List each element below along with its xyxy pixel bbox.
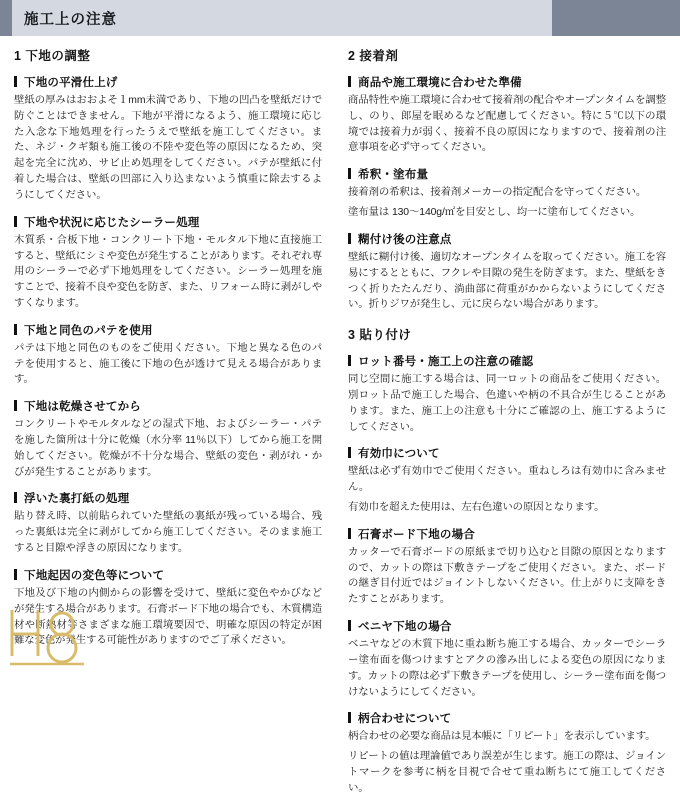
paragraph: 商品特性や施工環境に合わせて接着剤の配合やオープンタイムを調整し、のり、郎屋を眠めるなど配慮してください。特に５℃以下の環境では接着力が弱く、接着不良の原因になりますので、接着剤の注意事項を必ず守ってください。 — [348, 95, 666, 154]
subsection-heading: 下地や状況に応じたシーラー処理 — [14, 214, 322, 230]
subsection-heading: 柄合わせについて — [348, 710, 666, 726]
paragraph: リピートの値は理論値であり誤差が生じます。施工の際は、ジョイントマークを参考に柄を目視で合せて重ね断ちにて施工してください。 — [348, 751, 666, 794]
paragraph: 木質系・合板下地・コンクリート下地・モルタル下地に直接施工すると、壁紙にシミや変色が発生することがあります。それぞれ専用のシーラーで必ず下地処理をしてください。シーラー処理を施すことで、接着不良や変色を防ぎ、また、リフォーム時に剥がしやすくなります。 — [14, 234, 322, 309]
header-left-accent — [0, 0, 12, 36]
header-title-block — [12, 0, 552, 36]
section-heading-2: 2 接着剤 — [348, 49, 399, 63]
paragraph: 柄合わせの必要な商品は見本帳に「リピート」を表示しています。 — [348, 731, 656, 743]
paragraph: パテは下地と同色のものをご使用ください。下地と異なる色のパテを使用すると、施工後に下地の色が透けて見える場合があります。 — [14, 342, 322, 386]
paragraph: 同じ空間に施工する場合は、同一ロットの商品をご使用ください。別ロット品で施工した場合、色違いや柄の不具合が生じることがあります。また、施工上の注意も十分にご確認の上、施工するようにしてください。 — [348, 374, 666, 433]
subsection-heading: 糊付け後の注意点 — [348, 231, 666, 247]
paragraph: 下地及び下地の内側からの影響を受けて、壁紙に変色やかびなどが発生する場合があります。石膏ボード下地の場合でも、木質構造材や断熱材等さまざまな施工環境要因で、明確な原因の特定が困難な変色が発生する可能性がありますのでご了承ください。 — [14, 587, 322, 647]
paragraph: カッターで石膏ボードの原紙まで切り込むと目隙の原因となりますので、カットの際は下敷きテープをご使用ください。また、ボードの継ぎ目付近ではジョイントしないください。仕上がりに支障をきたすことがあります。 — [348, 546, 666, 606]
paragraph: 有効巾を超えた使用は、左右色違いの原因となります。 — [348, 502, 605, 513]
left-column — [0, 44, 340, 801]
paragraph: コンクリートやモルタルなどの湿式下地、およびシーラー・パテを施した箇所は十分に乾燥（水分率 11％以下）してから施工を開始してください。乾燥が不十分な場合、壁紙の変色・剥がれ・かびが発生することがあります。 — [14, 419, 322, 478]
document-body — [0, 44, 680, 801]
paragraph: 塗布量は 130〜140g/㎡を目安とし、均一に塗布してください。 — [348, 207, 641, 219]
subsection-heading: 下地は乾燥させてから — [14, 398, 322, 414]
subsection-heading: 浮いた裏打紙の処理 — [14, 490, 322, 506]
subsection-heading: 希釈・塗布量 — [348, 166, 666, 182]
section-heading-1: 1 下地の調整 — [14, 49, 91, 63]
paragraph: 壁紙に糊付け後、適切なオープンタイムを取ってください。施工を容易にするとともに、フクレや目隙の発生を防ぎます。また、壁紙をきつく折りたたんだり、淌曲部に荷重がかからないようにしてください。折りジワが発生し、元に戻らない場合があります。 — [348, 251, 666, 311]
page-title: 施工上の注意 — [24, 11, 117, 28]
subsection-heading: ベニヤ下地の場合 — [348, 618, 666, 634]
subsection-heading: 下地と同色のパテを使用 — [14, 322, 322, 338]
paragraph: ベニヤなどの木質下地に重ね断ち施工する場合、カッターでシーラー塗布面を傷つけますとアクの滲み出しによる変色の原因になります。カットの際は必ず下敷きテープを使用し、シーラー塗布面を傷つけないようにしてください。 — [348, 639, 666, 698]
subsection-heading: 石膏ボード下地の場合 — [348, 526, 666, 542]
paragraph: 貼り替え時、以前貼られていた壁紙の裏紙が残っている場合、残った裏紙は完全に剥がしてから施工してください。そのまま施工すると目隙や浮きの原因になります。 — [14, 511, 322, 555]
document-header — [0, 0, 680, 36]
paragraph: 接着剤の希釈は、接着剤メーカーの指定配合を守ってください。 — [348, 187, 647, 199]
subsection-heading: 商品や施工環境に合わせた準備 — [348, 74, 666, 90]
subsection-heading: 下地の平滑仕上げ — [14, 74, 322, 90]
subsection-heading: ロット番号・施工上の注意の確認 — [348, 353, 666, 369]
paragraph: 壁紙の厚みはおおよそ１mm未満であり、下地の凹凸を壁紙だけで防ぐことはできません。下地が平滑になるよう、施工環境に応じた入念な下地処理を行ったうえで壁紙を施工してください。また、ネジ・クギ類も施工後の不陸や変色等の原因になるため、突起を完全に沈め、サビ止め処理をしてください。パテが壁紙に付着した場合は、壁紙の凹部に入り込まないよう慎重に除去するようにしてください。 — [14, 95, 322, 201]
paragraph: 壁紙は必ず有効巾でご使用ください。重ねしろは有効巾に含みません。 — [348, 466, 666, 494]
section-heading-3: 3 貼り付け — [348, 328, 412, 343]
right-column — [340, 44, 680, 801]
subsection-heading: 下地起因の変色等について — [14, 567, 322, 583]
header-right-accent — [552, 0, 680, 36]
subsection-heading: 有効巾について — [348, 445, 666, 461]
